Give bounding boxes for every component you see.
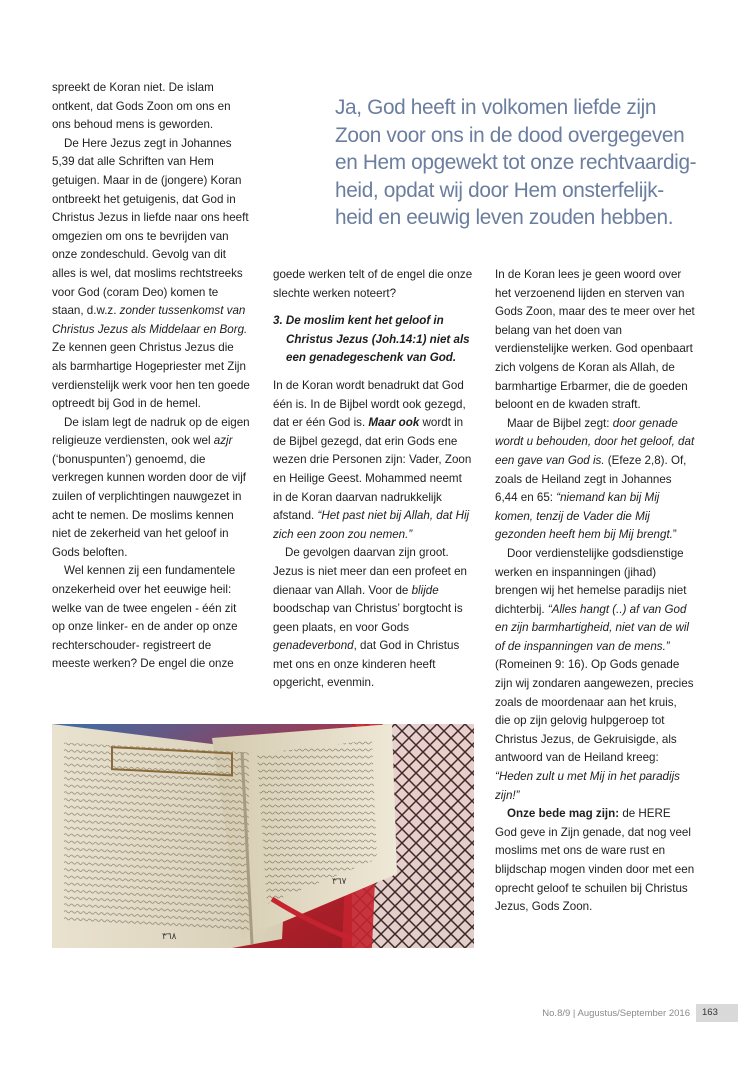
pull-quote-line: en Hem opgewekt tot onze rechtvaardig- xyxy=(335,151,697,175)
photo-page-number: ٣٦٨ xyxy=(162,932,177,942)
paragraph: spreekt de Koran niet. De islam ontkent, dat Gods Zoon om ons en ons behoud mens is geworden. xyxy=(52,81,231,132)
paragraph: De Here Jezus zegt in Johannes 5,39 dat alle Schriften van Hem getuigen. Maar in de (jongere) Koran ontbreekt het getuigenis, dat God in Christus Jezus in liefde naar ons heeft omgezien om ons te bevrijden van onze zondeschuld. Gevolg van dit alles is wel, dat moslims rechtstreeks voor God (coram Deo) komen te staan, d.w.z. zonder tussenkomst van Christus Jezus als Middelaar en Borg. Ze kennen geen Christus Jezus die als barmhartige Hogepriester met Zijn verdienstelijk werk voor hen ten goede optreedt bij God in de hemel. xyxy=(52,136,250,411)
quran-photo xyxy=(52,724,474,948)
paragraph: Door verdienstelijke godsdienstige werken en inspanningen (jihad) brengen wij het hemelse paradijs niet dichterbij. “Alles hangt (..) af van God en zijn barmhartigheid, niet van de wil of de inspanningen van de mens.” (Romeinen 9: 16). Op Gods genade zijn wij zondaren aangewezen, precies zoals de moordenaar aan het kruis, die op zijn gelovig hulpgeroep tot Christus Jezus, de Gekruisigde, als antwoord van de Heiland kreeg: “Heden zult u met Mij in het paradijs zijn!” xyxy=(495,546,694,802)
paragraph: goede werken telt of de engel die onze slechte werken noteert? xyxy=(273,268,473,300)
pull-quote xyxy=(335,94,697,232)
paragraph: In de Koran wordt benadrukt dat God één is. In de Bijbel wordt ook gezegd, dat er één God is. Maar ook wordt in de Bijbel gezegd, dat erin Gods ene wezen drie Personen zijn: Vader, Zoon en Heilige Geest. Mohammed neemt in de Koran daarvan nadrukkelijk afstand. “Het past niet bij Allah, dat Hij zich een zoon zou nemen.” xyxy=(273,378,472,541)
paragraph: In de Koran lees je geen woord over het verzoenend lijden en sterven van Gods Zoon, maar des te meer over het belang van het doen van verdienstelijke werken. God openbaart zich volgens de Koran als Allah, de barmhartige Erbarmer, die de goeden beloont en de kwaden straft. xyxy=(495,268,695,412)
photo-page-number: ٣٦٧ xyxy=(332,877,347,887)
numbered-heading: 3. De moslim kent het geloof in Christus Jezus (Joh.14:1) niet als een genadegeschenk van God. xyxy=(273,314,470,365)
pull-quote-line: heid en eeuwig leven zouden hebben. xyxy=(335,206,674,230)
column-2 xyxy=(273,266,473,693)
page-number: 163 xyxy=(696,1004,738,1022)
quran-illustration xyxy=(52,724,474,948)
pull-quote-line: Zoon voor ons in de dood overgegeven xyxy=(335,123,685,147)
paragraph: Maar de Bijbel zegt: door genade wordt u behouden, door het geloof, dat een gave van God is. (Efeze 2,8). Of, zoals de Heiland zegt in Johannes 6,44 en 65: “niemand kan bij Mij komen, tenzij de Vader die Mij gezonden heeft hem bij Mij brengt.” xyxy=(495,416,695,542)
paragraph: Wel kennen zij een fundamentele onzekerheid over het eeuwige heil: welke van de twee engelen - één zit op onze linker- en de ander op onze rechterschouder- registreert de meeste werken? De engel die onze xyxy=(52,564,238,671)
paragraph: De gevolgen daarvan zijn groot. Jezus is niet meer dan een profeet en dienaar van Allah. Voor de blijde boodschap van Christus’ borgtocht is geen plaats, en voor Gods genadeverbond, dat God in Christus met ons en onze kinderen heeft opgericht, evenmin. xyxy=(273,546,467,690)
issue-info: No.8/9 | Augustus/September 2016 xyxy=(542,1007,690,1019)
column-1 xyxy=(52,79,250,674)
pull-quote-line: Ja, God heeft in volkomen liefde zijn xyxy=(335,96,657,119)
column-3 xyxy=(495,266,695,917)
paragraph: De islam legt de nadruk op de eigen religieuze verdiensten, ook wel azjr (‘bonuspunten’) genoemd, die verkregen kunnen worden door de vijf zuilen of verplichtingen nauwgezet in acht te nemen. De moslims kennen niet de zekerheid van het geloof in Gods beloften. xyxy=(52,415,250,559)
pull-quote-line: heid, opdat wij door Hem onsterfelijk- xyxy=(335,178,664,202)
page-footer xyxy=(542,1004,738,1022)
paragraph: Onze bede mag zijn: de HERE God geve in Zijn genade, dat nog veel moslims met ons de ware rust en blijdschap mogen vinden door met een oprecht geloof te schuilen bij Christus Jezus, Gods Zoon. xyxy=(495,807,695,914)
